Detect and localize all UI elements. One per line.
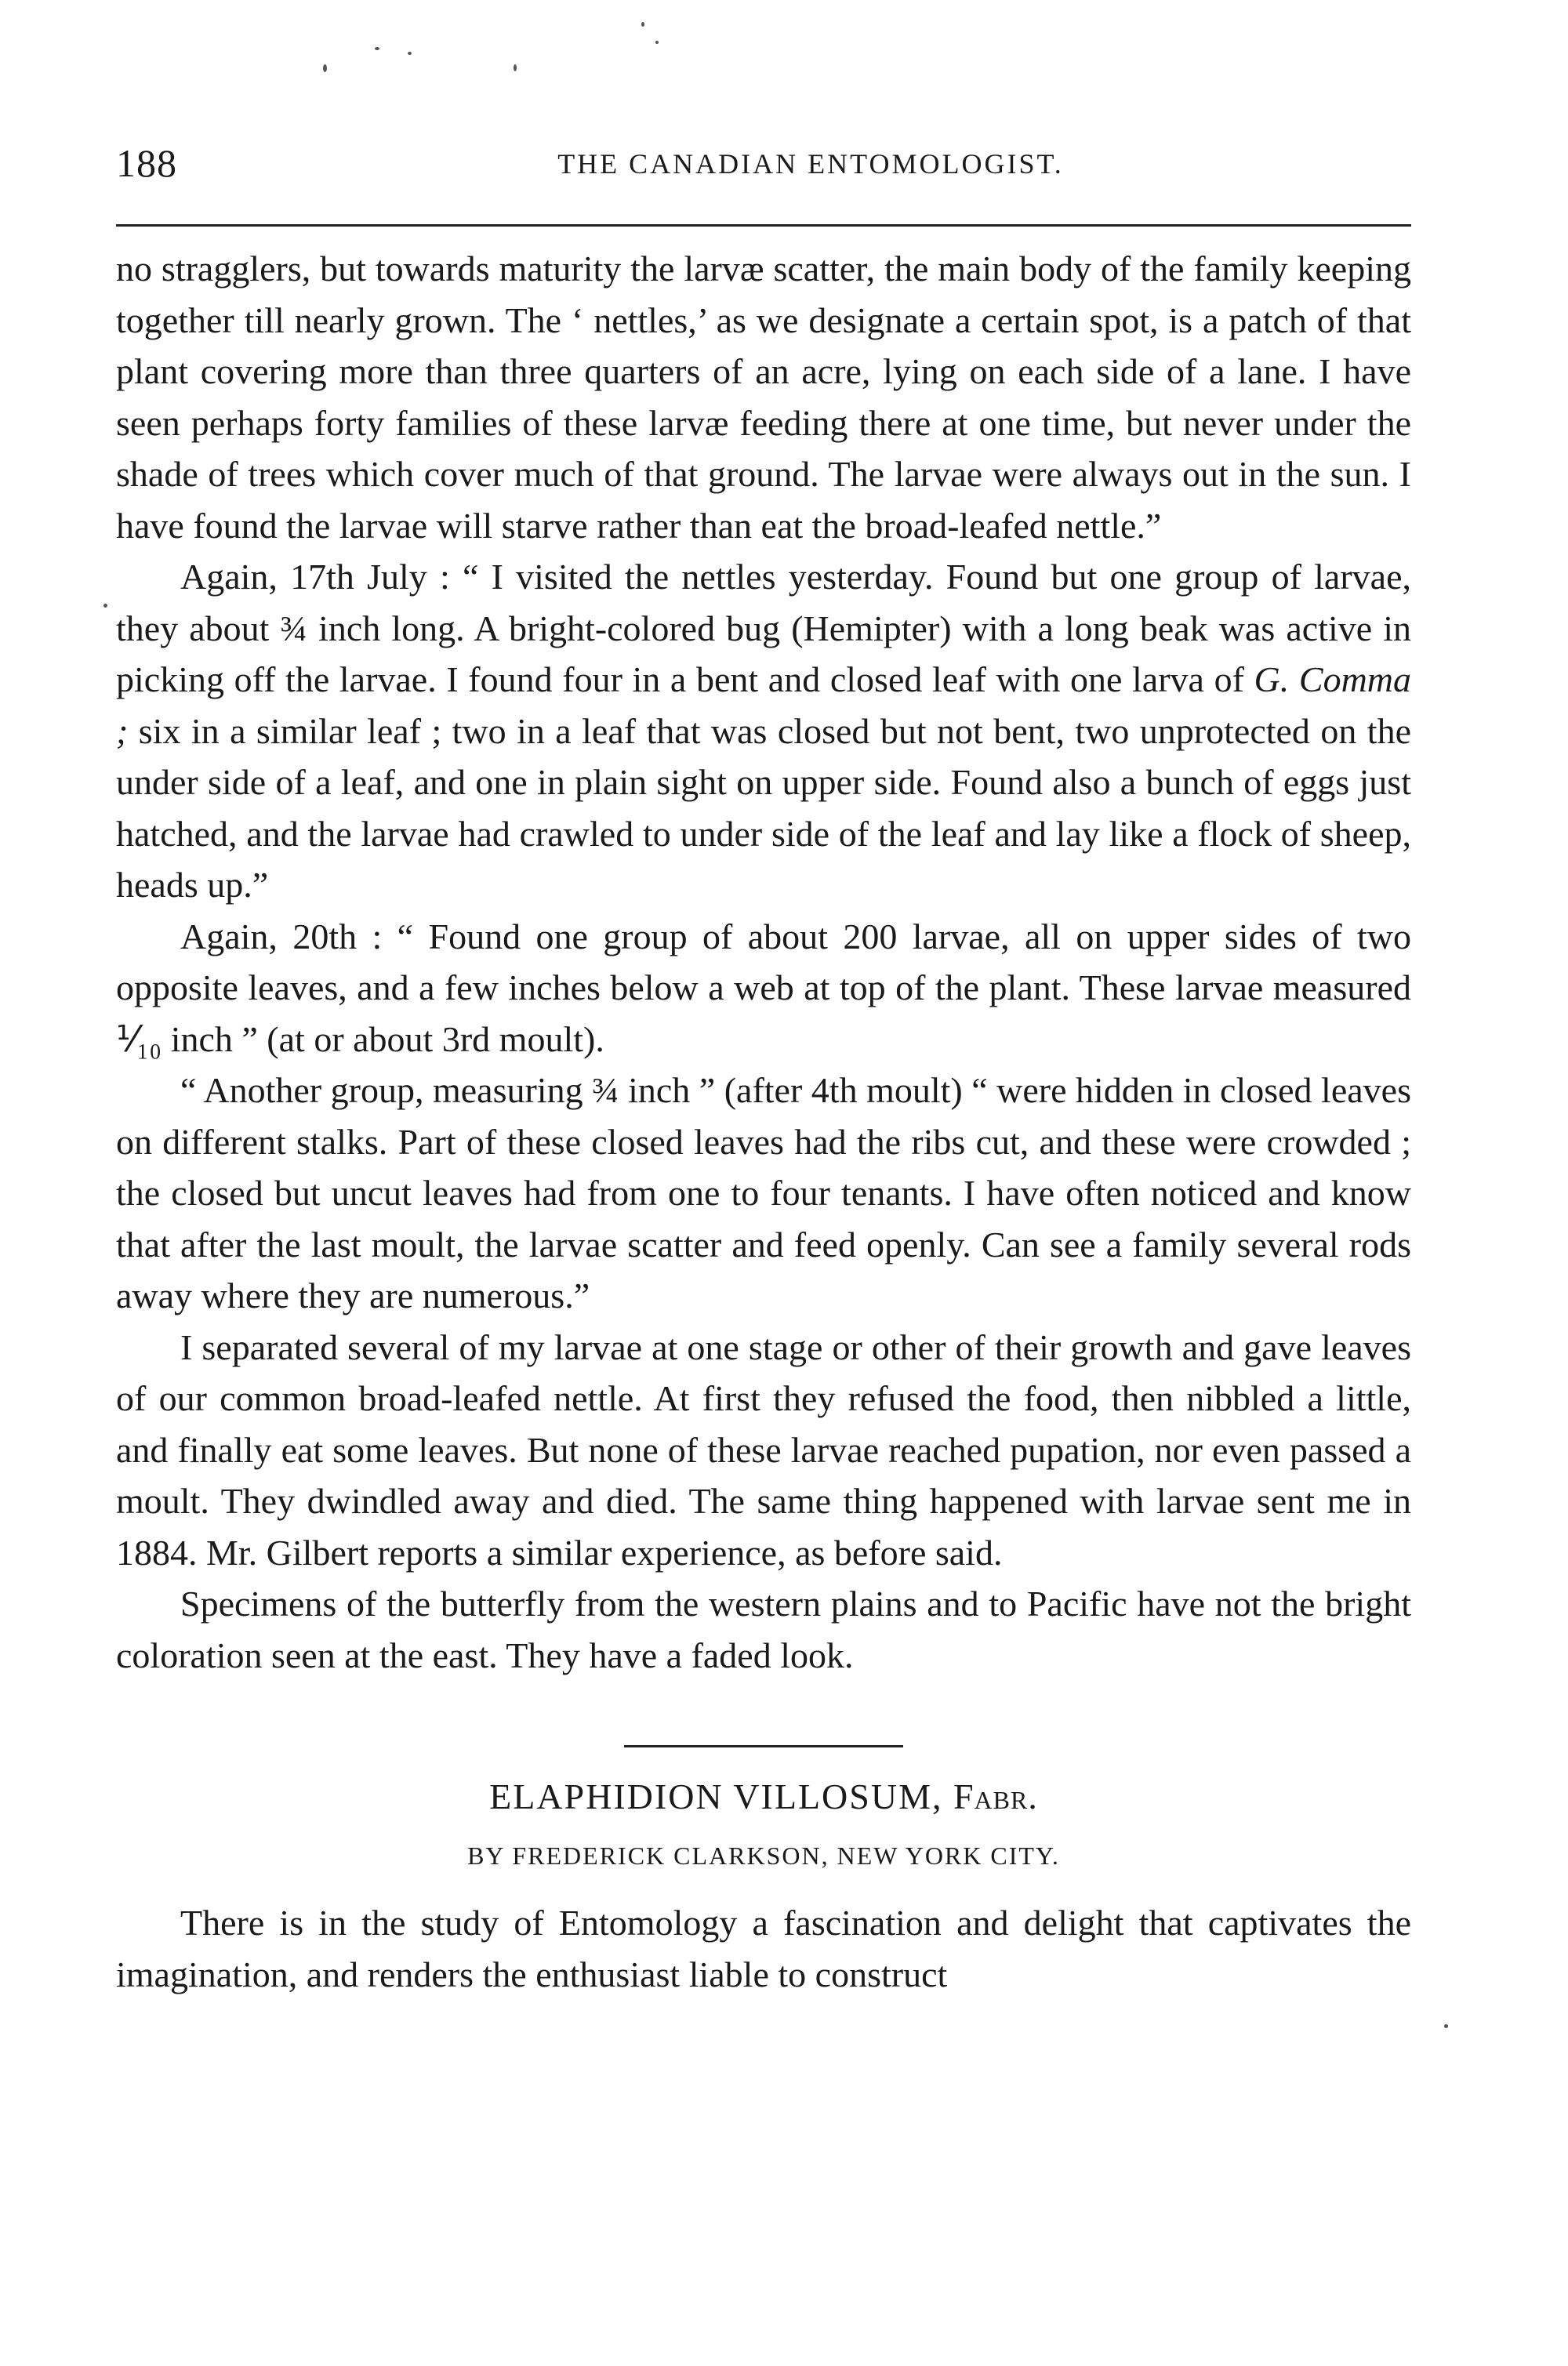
scan-speck: [103, 604, 107, 608]
species-name: G. Comma ;: [116, 659, 1412, 751]
paragraph-text: “ Another group, measuring ¾ inch ” (after 4th moult) “ were hidden in closed leaves on different stalks. Part of these closed leaves had the ribs cut, and these were crowded ; the closed but uncut leaves had from one to four tenants. I have often noticed and know that after the last moult, the larvae scatter and feed openly. Can see a family several rods away where they are numerous.”: [116, 1070, 1411, 1315]
paragraph-text: no stragglers, but towards maturity the larvæ scatter, the main body of the family keeping together till nearly grown. The ‘ nettles,’ as we designate a certain spot, is a patch of that plant covering more than three quarters of an acre, lying on each side of a lane. I have seen perhaps forty families of these larvæ feeding there at one time, but never under the shade of trees which cover much of that ground. The larvae were always out in the sun. I have found the larvae will starve rather than eat the broad-leafed nettle.”: [116, 249, 1411, 546]
scan-speck: [641, 22, 644, 27]
scan-speck: [1444, 2024, 1448, 2028]
paragraph: [116, 243, 1411, 551]
page-number: 188: [116, 141, 177, 185]
paragraph: [116, 1322, 1411, 1579]
paragraph-text: I separated several of my larvae at one stage or other of their growth and gave leaves of our common broad-leafed nettle. At first they refused the food, then nibbled a little, and finally eat some leaves. But none of these larvae reached pupation, nor even passed a moult. They dwindled away and died. The same thing happened with larvae sent me in 1884. Mr. Gilbert reports a similar experience, as before said.: [116, 1326, 1411, 1573]
scan-speck: [375, 47, 379, 50]
article-body: [116, 1897, 1411, 2000]
author-abbreviation: Fabr.: [953, 1776, 1038, 1816]
paragraph: [116, 551, 1411, 911]
paragraph: [116, 1065, 1411, 1322]
paragraph: [116, 1897, 1411, 2000]
header-rule: [116, 224, 1411, 227]
running-head: THE CANADIAN ENTOMOLOGIST.: [557, 148, 1064, 180]
article-title-text: ELAPHIDION VILLOSUM,: [489, 1776, 943, 1816]
scan-speck: [655, 41, 659, 44]
article-byline: BY FREDERICK CLARKSON, NEW YORK CITY.: [467, 1842, 1060, 1870]
paragraph-text: six in a similar leaf ; two in a leaf that was closed but not bent, two unprotected on the under side of a leaf, and one in plain sight on upper side. Found also a bunch of eggs just hatched, and the larvae had crawled to under side of the leaf and lay like a flock of sheep, heads up.”: [116, 710, 1411, 905]
paragraph: [116, 911, 1411, 1065]
paragraph-text: Specimens of the butterfly from the western plains and to Pacific have not the bright coloration seen at the east. They have a faded look.: [116, 1584, 1411, 1675]
paragraph-text: Again, 17th July : “ I visited the nettles yesterday. Found but one group of larvae, they about ¾ inch long. A bright-colored bug (Hemipter) with a long beak was active in picking off the larvae. I found four in a bent and closed leaf with one larva of: [116, 557, 1411, 699]
scan-speck: [323, 64, 327, 72]
paragraph: [116, 1578, 1411, 1681]
section-divider: [624, 1745, 903, 1747]
scan-speck: [408, 52, 412, 55]
paragraph-text: There is in the study of Entomology a fascination and delight that captivates the imagination, and renders the enthusiast liable to construct: [116, 1903, 1411, 1994]
page-header: [116, 140, 1411, 187]
article-title: [116, 1773, 1411, 1820]
paragraph-text: Again, 20th : “ Found one group of about 200 larvae, all on upper sides of two opposite leaves, and a few inches below a web at top of the plant. These larvae measured ⅟₁₀ inch ” (at or about 3rd moult).: [116, 916, 1411, 1059]
scan-speck: [514, 64, 517, 71]
body-text: [116, 243, 1411, 1681]
